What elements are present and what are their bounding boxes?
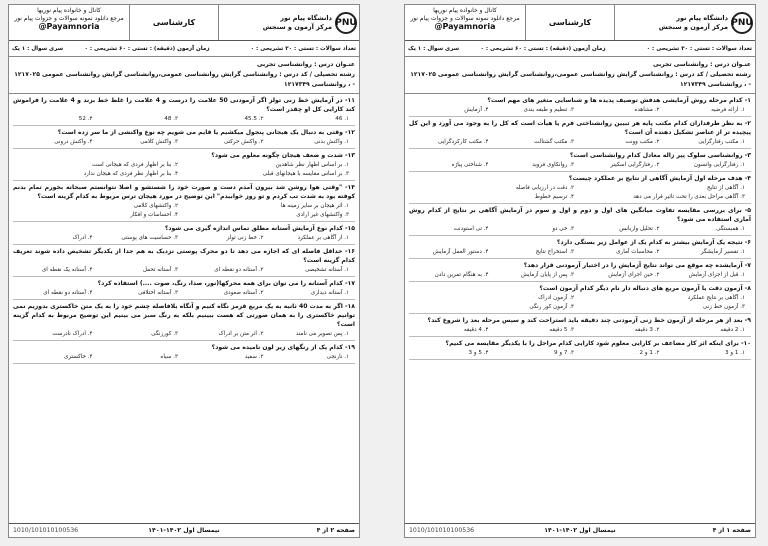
- document-code: 1010/101010100536: [13, 527, 79, 534]
- answer-option: ۲. خط زنی تولز: [226, 235, 264, 241]
- question-item: [13, 181, 355, 222]
- answer-option: ۱. نارنجی: [326, 354, 349, 360]
- document-code: 1010/101010100536: [409, 527, 475, 534]
- answer-option: ۲. 45.5: [244, 116, 264, 122]
- answer-options: [13, 353, 355, 362]
- answer-option: ۲. 1 و 2: [639, 350, 660, 356]
- answer-option: ۱. آگاهی از نتایج: [706, 185, 745, 191]
- answer-options: [13, 202, 355, 220]
- question-item: [13, 245, 355, 277]
- question-list: [405, 94, 755, 360]
- question-item: [13, 126, 355, 149]
- question-item: [409, 282, 751, 314]
- question-stem: ۶- نتیجه یک آزمایش بیشتر به کدام یک از عوامل زیر بستگی دارد؟: [556, 239, 751, 246]
- question-item: [409, 94, 751, 117]
- answer-option: ۳. سیاه: [160, 354, 178, 360]
- answer-option: ۱. پس تصویر می نامند: [295, 331, 349, 337]
- answer-option: ۴. شناختی پیاژه: [451, 162, 489, 168]
- answer-option: ۳. تنظیم و طبقه بندی: [523, 107, 574, 113]
- question-stem: ۱۶- حداقل فاصله ای که اجازه می دهد تا دو محرک پوستی نزدیک به هم جدا از یکدیگر تشخیص داده شوند تعریف کدام گزینه است؟: [13, 248, 355, 264]
- answer-options: [409, 349, 751, 358]
- answer-option: ۲. مکتب وونت: [625, 139, 660, 145]
- course-info: [405, 57, 755, 94]
- page-number: صفحه ۲ از ۴: [316, 527, 355, 534]
- answer-option: ۱. آستانه دیداری: [310, 290, 349, 296]
- answer-option: ۳. واکنش کلامی: [140, 139, 178, 145]
- answer-option: ۱. 1 و 3: [725, 350, 745, 356]
- course-title: عنـوان درس : روانشناسی تجربی: [652, 61, 751, 68]
- question-item: [13, 222, 355, 245]
- university-name: دانشگاه پیام نور مرکز آزمون و سنجش: [262, 13, 332, 31]
- question-stem: ۹- بعد از هر مرحله از آزمون خط زنی آزمودنی چند دقیقه باید استراحت کند و سپس مرحله بعد را شروع کند؟: [427, 317, 751, 324]
- answer-option: ۲. اثر متن بر ادراک: [218, 331, 264, 337]
- answer-option: ۲. واکنش حرکتی: [223, 139, 264, 145]
- page-header: [405, 5, 755, 41]
- answer-options: [409, 161, 751, 170]
- question-stem: ۱۳- شدت و ضعف هیجان چگونه معلوم می شود؟: [211, 152, 355, 159]
- answer-options: [13, 115, 355, 124]
- course-info: [9, 57, 359, 94]
- answer-option: ۲. بنا بر اظهار فردی که هیجانی است: [91, 162, 178, 168]
- answer-option: ۱. رفتارگرایی واتسون: [693, 162, 745, 168]
- exam-info-bar: [405, 41, 755, 57]
- answer-option: ۱. بر اساس اظهار نظر شاهدین: [275, 162, 349, 168]
- question-series: سری سوال : ۱ یک: [11, 45, 64, 52]
- answer-option: ۴. 4 دقیقه: [463, 327, 489, 333]
- exam-time: زمان آزمون (دقیقه) : تستی : ۶۰ تشریحی : ۰: [480, 45, 606, 52]
- answer-option: ۲. آستانه دو نقطه ای: [214, 267, 264, 273]
- answer-options: [409, 225, 751, 234]
- answer-option: ۳. مکتب گشتالت: [534, 139, 574, 145]
- answer-option: ۳. پس از پایان آزمایش: [520, 272, 574, 278]
- question-count: تعداد سوالات : تستی : ۳۰ تشریحی : ۰: [250, 45, 356, 52]
- answer-option: ۳. کورزنگی: [151, 331, 178, 337]
- university-logo-icon: PNU: [731, 12, 753, 34]
- question-count: تعداد سوالات : تستی : ۳۰ تشریحی : ۰: [646, 45, 752, 52]
- question-item: [409, 337, 751, 360]
- question-stem: ۴- هدف مرحله اول آزمایش آگاهی از نتایج بر عملکرد چیست؟: [568, 175, 751, 182]
- question-stem: ۱۹- کدام یک از رنگهای زیر لون نامیده می شود؟: [211, 344, 355, 351]
- answer-option: ۴. دستور العمل آزمایش: [432, 249, 489, 255]
- university-block: [615, 5, 755, 40]
- channel-description: کانال و خانواده پیام نوریها مرجع دانلود نمونه سوالات و جزوات پیام نور: [410, 7, 520, 22]
- answer-option: ۲. حین اجرای آزمایش: [608, 272, 660, 278]
- course-code: رشته تحصیلی / کد درس : روانشناسی گرایش روانشناسی عمومی،روانشناسی گرایش روانشناسی عمومی ۱۲۱۷۰۲۵ - ، روانشناسی ۱۲۱۷۳۴۹: [14, 71, 355, 88]
- course-code: رشته تحصیلی / کد درس : روانشناسی گرایش روانشناسی عمومی،روانشناسی گرایش روانشناسی عمومی ۱۲۱۷۰۲۵ - ، روانشناسی ۱۲۱۷۳۴۹: [410, 71, 751, 88]
- question-stem: ۷- آزمایشده چه موقع می تواند نتایج آزمایش را در اختیار آزمودنی قرار دهد؟: [523, 262, 751, 269]
- answer-option: ۲. سفید: [244, 354, 264, 360]
- page-footer: [9, 523, 359, 537]
- question-item: [409, 314, 751, 337]
- answer-options: [409, 184, 751, 202]
- answer-option: ۴. آزمایش: [464, 107, 489, 113]
- answer-option: ۱. 46: [335, 116, 349, 122]
- question-stem: ۱۲- وقتی به دنبال یک هیجانی پنجول میکشیم یا قایم می شویم چه نوع واکنشی از ما سر زده است؟: [57, 129, 355, 136]
- answer-options: [409, 271, 751, 280]
- answer-option: ۴. به هنگام تمرین دادن: [434, 272, 489, 278]
- answer-option: ۱. واکنش بدنی: [314, 139, 349, 145]
- answer-option: ۳. واکنشهای غیر ارادی: [296, 212, 349, 218]
- answer-option: ۴. آستانه یک نقطه ای: [41, 267, 93, 273]
- answer-option: ۴. ادراک: [72, 235, 93, 241]
- question-stem: ۲- به نظر طرفداران کدام مکتب پایه هر تبیین روانشناختی فرم یا هیأت است که کل را به وجود می آورد و این کل پیچیده تر از عناصر تشکیل دهنده آن است؟: [409, 120, 751, 136]
- question-item: [409, 117, 751, 149]
- answer-option: ۳. آستانه اختلافی: [138, 290, 178, 296]
- course-title: عنـوان درس : روانشناسی تجربی: [256, 61, 355, 68]
- question-stem: ۱۵- کدام نوع آزمایش آستانه مطلق تماس اندازه گیری می شود؟: [164, 225, 355, 232]
- page-number: صفحه ۱ از ۴: [712, 527, 751, 534]
- answer-option: ۳. آزمون خط زنی: [702, 304, 745, 310]
- answer-option: ۲. دقت در ارزیابی فاصله: [515, 185, 574, 191]
- answer-option: ۴. واکنش درونی: [54, 139, 93, 145]
- answer-option: ۲. مشاهده: [634, 107, 660, 113]
- answer-options: [13, 138, 355, 147]
- answer-option: ۳. بر اساس مقایسه با هیجانهای قبلی: [262, 171, 349, 177]
- answer-option: ۴. 5 و 3: [468, 350, 489, 356]
- answer-options: [13, 289, 355, 298]
- answer-options: [13, 266, 355, 275]
- answer-option: ۱. همبستگی: [716, 226, 745, 232]
- question-item: [13, 149, 355, 181]
- answer-option: ۱. آگاهی بر نتایج عملکرد: [687, 295, 745, 301]
- question-item: [409, 259, 751, 282]
- answer-option: ۲. آستانه صعودی: [223, 290, 264, 296]
- university-name: دانشگاه پیام نور مرکز آزمون و سنجش: [658, 13, 728, 31]
- question-item: [409, 204, 751, 236]
- answer-option: ۳. استخراج نتایج: [535, 249, 574, 255]
- answer-option: ۲. آزمون ادراک: [538, 295, 574, 301]
- answer-options: [13, 161, 355, 179]
- answer-option: ۴. ادراک نادرست: [52, 331, 93, 337]
- question-item: [409, 149, 751, 172]
- exam-page-1: [404, 4, 756, 538]
- question-stem: ۱۱- در آزمایش خط زنی تولز اگر آزمودنی 50 علامت را درست و 4 علامت را غلط خط بزند و 4 علامت را فراموش کند کارایی کل او چقدر است؟: [13, 97, 355, 113]
- answer-option: ۳. خی دو: [552, 226, 574, 232]
- answer-option: ۱. مکتب رفتارگرایی: [698, 139, 745, 145]
- question-stem: ۱۰- برای اینکه اثر کار مضاعف بر کارایی معلوم شود کارایی کدام مراحل را با یکدیگر مقایسه می کنیم؟: [445, 340, 751, 347]
- answer-option: ۱. از آگاهی بر عملکرد: [297, 235, 349, 241]
- question-item: [409, 236, 751, 259]
- answer-option: ۴. 52: [78, 116, 93, 122]
- answer-options: [409, 294, 751, 312]
- answer-option: ۲. محاسبات آماری: [616, 249, 660, 255]
- question-stem: ۱۴- "وقتی هوا روشن شد بیرون آمدم دست و صورت خود را شستشو و اصلا نتوانستم صبحانه بخورم تمام بدنم کوفته بود به شدت تب کردم و تو روز خوابیدم" این توضیح در مورد هیجان ترس مربوط به کدام گزینه است؟: [13, 184, 355, 200]
- answer-options: [409, 248, 751, 257]
- answer-option: ۴. خاکستری: [63, 354, 93, 360]
- answer-option: ۱. قبل از اجرای آزمایش: [688, 272, 745, 278]
- exam-page-2: [8, 4, 360, 538]
- answer-options: [13, 330, 355, 339]
- question-series: سری سوال : ۱ یک: [407, 45, 460, 52]
- university-block: [219, 5, 359, 40]
- answer-option: ۴. ترسیم خطوط: [534, 194, 574, 200]
- answer-options: [409, 106, 751, 115]
- channel-handle: @Payamnoria: [38, 22, 100, 31]
- answer-option: ۱. ارائه فرضیه: [711, 107, 745, 113]
- question-item: [13, 277, 355, 300]
- answer-option: ۳. آگاهی مراحل بعدی را تحت تاثیر قرار می دهد: [633, 194, 745, 200]
- page-footer: [405, 523, 755, 537]
- answer-option: ۲. رفتارگرایی اسکینر: [610, 162, 660, 168]
- answer-option: ۳. 5 دقیقه: [549, 327, 574, 333]
- question-item: [13, 341, 355, 364]
- answer-options: [13, 234, 355, 243]
- answer-options: [409, 326, 751, 335]
- answer-option: ۲. تحلیل واریانس: [619, 226, 660, 232]
- channel-handle: @Payamnoria: [434, 22, 496, 31]
- page-header: [9, 5, 359, 41]
- channel-brand: [9, 5, 129, 40]
- channel-brand: [405, 5, 525, 40]
- answer-option: ۱. اثر هیجان بر سایر زمینه ها: [280, 203, 349, 209]
- answer-option: ۳. 7 و 9: [554, 350, 574, 356]
- channel-description: کانال و خانواده پیام نوریها مرجع دانلود نمونه سوالات و جزوات پیام نور: [14, 7, 124, 22]
- question-stem: ۸- آزمون دقت یا آزمون مربع های دنباله دار نام دیگر کدام آزمون است؟: [539, 285, 751, 292]
- question-stem: ۳- روانشناسی سلوک پیر زاله معادل کدام روانشناسی است؟: [569, 152, 751, 159]
- answer-options: [409, 138, 751, 147]
- exam-info-bar: [9, 41, 359, 57]
- answer-option: ۴. آزمون کور رنگی: [529, 304, 574, 310]
- answer-option: ۱. آستانه تشخیصی: [305, 267, 349, 273]
- question-stem: ۱- کدام مرحله روش آزمایشی هدفش توصیف پدیده ها و شناسایی متغیر های مهم است؟: [487, 97, 751, 104]
- exam-time: زمان آزمون (دقیقه) : تستی : ۶۰ تشریحی : ۰: [84, 45, 210, 52]
- university-logo-icon: PNU: [335, 12, 357, 34]
- question-stem: ۵- برای بررسی مقایسه تفاوت میانگین های اول و دوم و اول و سوم در آزمایش آگاهی بر نتایج از کدام روش آماری استفاده می شود؟: [409, 207, 751, 223]
- question-stem: ۱۷- کدام آستانه را می توان برای همه محرکها(نور، صدا، رنگ، صوت ....) استفاده کرد؟: [97, 280, 355, 287]
- question-item: [13, 94, 355, 126]
- answer-option: ۴. احساسات و افکار: [130, 212, 178, 218]
- answer-option: ۲. واکنشهای کلامی: [133, 203, 178, 209]
- program-title: کارشناسی: [525, 5, 615, 40]
- question-item: [409, 172, 751, 204]
- answer-option: ۲. 3 دقیقه: [634, 327, 660, 333]
- answer-option: ۳. حساسیت های پوستی: [121, 235, 178, 241]
- answer-option: ۴. مکتب کارکردگرایی: [438, 139, 489, 145]
- question-stem: ۱۸- اگر به مدت 40 ثانیه به یک مربع قرمز نگاه کنیم و آنگاه بلافاصله چشم خود را به یک متن خاکستری بدوزیم نمی توانیم خاکستری را به همان صورتی که هست ببینیم بلکه به رنگ سبز می بینیم این توضیح مربوط به کدام گزینه است؟: [13, 303, 355, 328]
- program-title: کارشناسی: [129, 5, 219, 40]
- answer-option: ۱. 2 دقیقه: [720, 327, 745, 333]
- answer-option: ۳. روانکاوی فروید: [532, 162, 574, 168]
- semester-label: نیمسال اول ۱۴۰۲-۱۴۰۱: [544, 527, 616, 534]
- answer-option: ۴. تی استودنت: [453, 226, 489, 232]
- answer-option: ۴. آستانه دو نقطه ای: [43, 290, 93, 296]
- answer-option: ۴. بنا بر اظهار نظر فردی که هیجان ندارد: [83, 171, 178, 177]
- semester-label: نیمسال اول ۱۴۰۲-۱۴۰۱: [148, 527, 220, 534]
- question-list: [9, 94, 359, 364]
- answer-option: ۱. تفسیر آزمایشگر: [700, 249, 745, 255]
- answer-option: ۳. آستانه تحمل: [142, 267, 178, 273]
- answer-option: ۳. 48: [164, 116, 178, 122]
- question-item: [13, 300, 355, 341]
